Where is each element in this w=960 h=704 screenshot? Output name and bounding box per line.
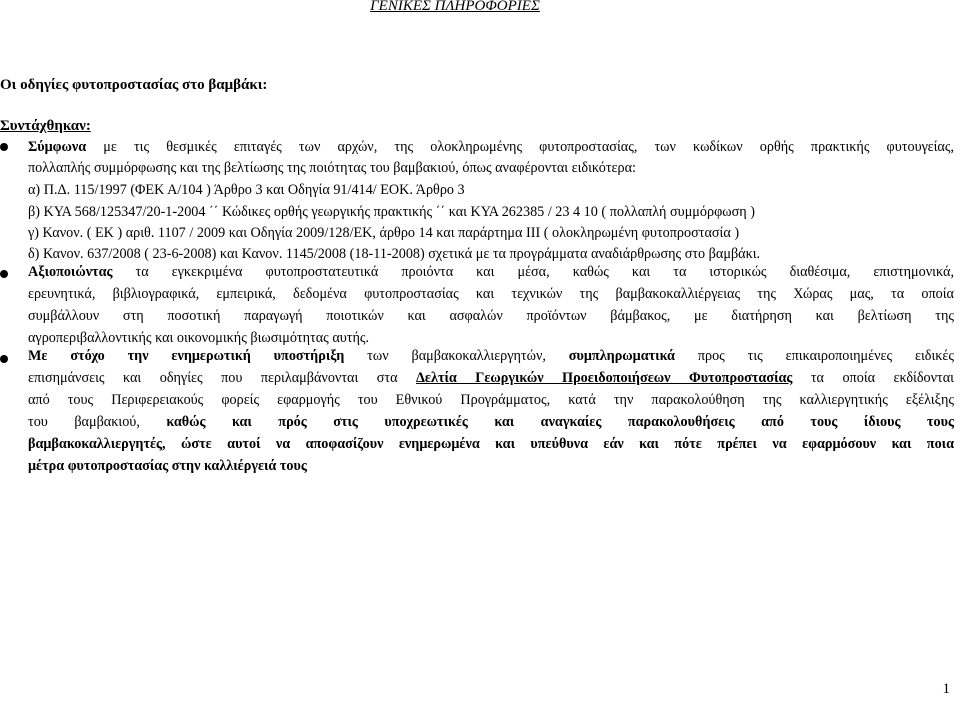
guidelines-heading: Οι οδηγίες φυτοπροστασίας στο βαμβάκι: xyxy=(0,77,268,93)
bullet3-line3: από τους Περιφερειακούς φορείς εφαρμογής του Εθνικού Προγράμματος, κατά την παρακολούθηση της καλλιεργητικής εξέλιξης xyxy=(28,392,954,408)
bullet2-line3: συμβάλλουν στη ποσοτική παραγωγή ποιοτικών και ασφαλών προϊόντων βάμβακος, με διατήρηση και βελτίωση της xyxy=(28,308,954,324)
bullet3-line6: μέτρα φυτοπροστασίας στην καλλιέργειά τους xyxy=(28,458,307,474)
bullet-icon xyxy=(0,270,8,278)
bullet3-line4-start: του βαμβακιού, xyxy=(28,414,167,430)
bullet3-lead: Με στόχο την ενημερωτική υποστήριξη xyxy=(28,348,345,364)
bullet1-line5: γ) Κανον. ( ΕΚ ) αριθ. 1107 / 2009 και Οδηγία 2009/128/ΕΚ, άρθρο 14 και παράρτημα ΙΙΙ ( ολοκληρωμένη φυτοπροστασία ) xyxy=(28,225,740,241)
bullet3-line1-mid: των βαμβακοκαλλιεργητών, xyxy=(344,348,569,364)
bullet3-line4 xyxy=(28,412,954,432)
bullet-icon xyxy=(0,143,8,151)
bullet1-lead: Σύμφωνα xyxy=(28,139,87,155)
bullet1-line1 xyxy=(28,137,954,157)
bullet3-line2 xyxy=(28,368,954,388)
bullet2-lead: Αξιοποιώντας xyxy=(28,264,113,280)
bullet3-line2-rest: τα οποία εκδίδονται xyxy=(792,370,954,386)
bullet2-line2: ερευνητικά, βιβλιογραφικά, εμπειρικά, δεδομένα φυτοπροστασίας και τεχνικών της βαμβακοκαλλιέργειας της Χώρας μας, τα οποία xyxy=(28,286,954,302)
bullet3-line2-start: επισημάνσεις και οδηγίες που περιλαμβάνονται στα xyxy=(28,370,417,386)
bullet2-line1-text: τα εγκεκριμένα φυτοπροστατευτικά προιόντα και μέσα, καθώς και τα ιστορικώς διαθέσιμα, επιστημονικά, xyxy=(112,264,954,280)
bullet-icon xyxy=(0,355,8,363)
bullet3-line2-bold: Δελτία Γεωργικών Προειδοποιήσεων Φυτοπροστασίας xyxy=(416,370,793,386)
bullet3-line1-rest: προς τις επικαιροποιημένες ειδικές xyxy=(674,348,954,364)
bullet1-line3: α) Π.Δ. 115/1997 (ΦΕΚ Α/104 ) Άρθρο 3 και Οδηγία 91/414/ ΕΟΚ. Άρθρο 3 xyxy=(28,182,465,198)
bullet3-line1 xyxy=(28,346,954,366)
bullet1-line1-text: με τις θεσμικές επιταγές των αρχών, της ολοκληρωμένης φυτοπροστασίας, των κωδίκων ορθής πρακτικής φυτουγείας, xyxy=(86,139,954,155)
bullet1-line4: β) ΚΥΑ 568/125347/20-1-2004 ΄΄ Κώδικες ορθής γεωργικής πρακτικής ΄΄ και ΚΥΑ 262385 / 23 4 10 ( πολλαπλή συμμόρφωση ) xyxy=(28,204,755,220)
bullet1-line6: δ) Κανον. 637/2008 ( 23-6-2008) και Κανον. 1145/2008 (18-11-2008) σχετικά με τα προγράμματα αναδιάρθρωσης στο βαμβάκι. xyxy=(28,246,761,262)
bullet2-line1 xyxy=(28,262,954,282)
bullet3-line4-bold: καθώς και πρός στις υποχρεωτικές και αναγκαίες παρακολουθήσεις από τους ίδιους τους xyxy=(166,414,954,430)
bullet2-line4: αγροπεριβαλλοντικής και οικονομικής βιωσιμότητας αυτής. xyxy=(28,330,370,346)
bullet1-line2: πολλαπλής συμμόρφωσης και της βελτίωσης της ποιότητας του βαμβακιού, όπως αναφέρονται ειδικότερα: xyxy=(28,160,636,176)
page-title: ΓΕΝΙΚΕΣ ΠΛΗΡΟΦΟΡΙΕΣ xyxy=(370,0,540,14)
bullet3-line5: βαμβακοκαλλιεργητές, ώστε αυτοί να αποφασίζουν ενημερωμένα και υπεύθυνα εάν και πότε πρέπει να εφαρμόσουν και ποια xyxy=(28,436,954,452)
bullet3-line1-bold: συμπληρωματικά xyxy=(568,348,675,364)
compiled-heading: Συντάχθηκαν: xyxy=(0,118,91,134)
page-number: 1 xyxy=(942,681,950,697)
